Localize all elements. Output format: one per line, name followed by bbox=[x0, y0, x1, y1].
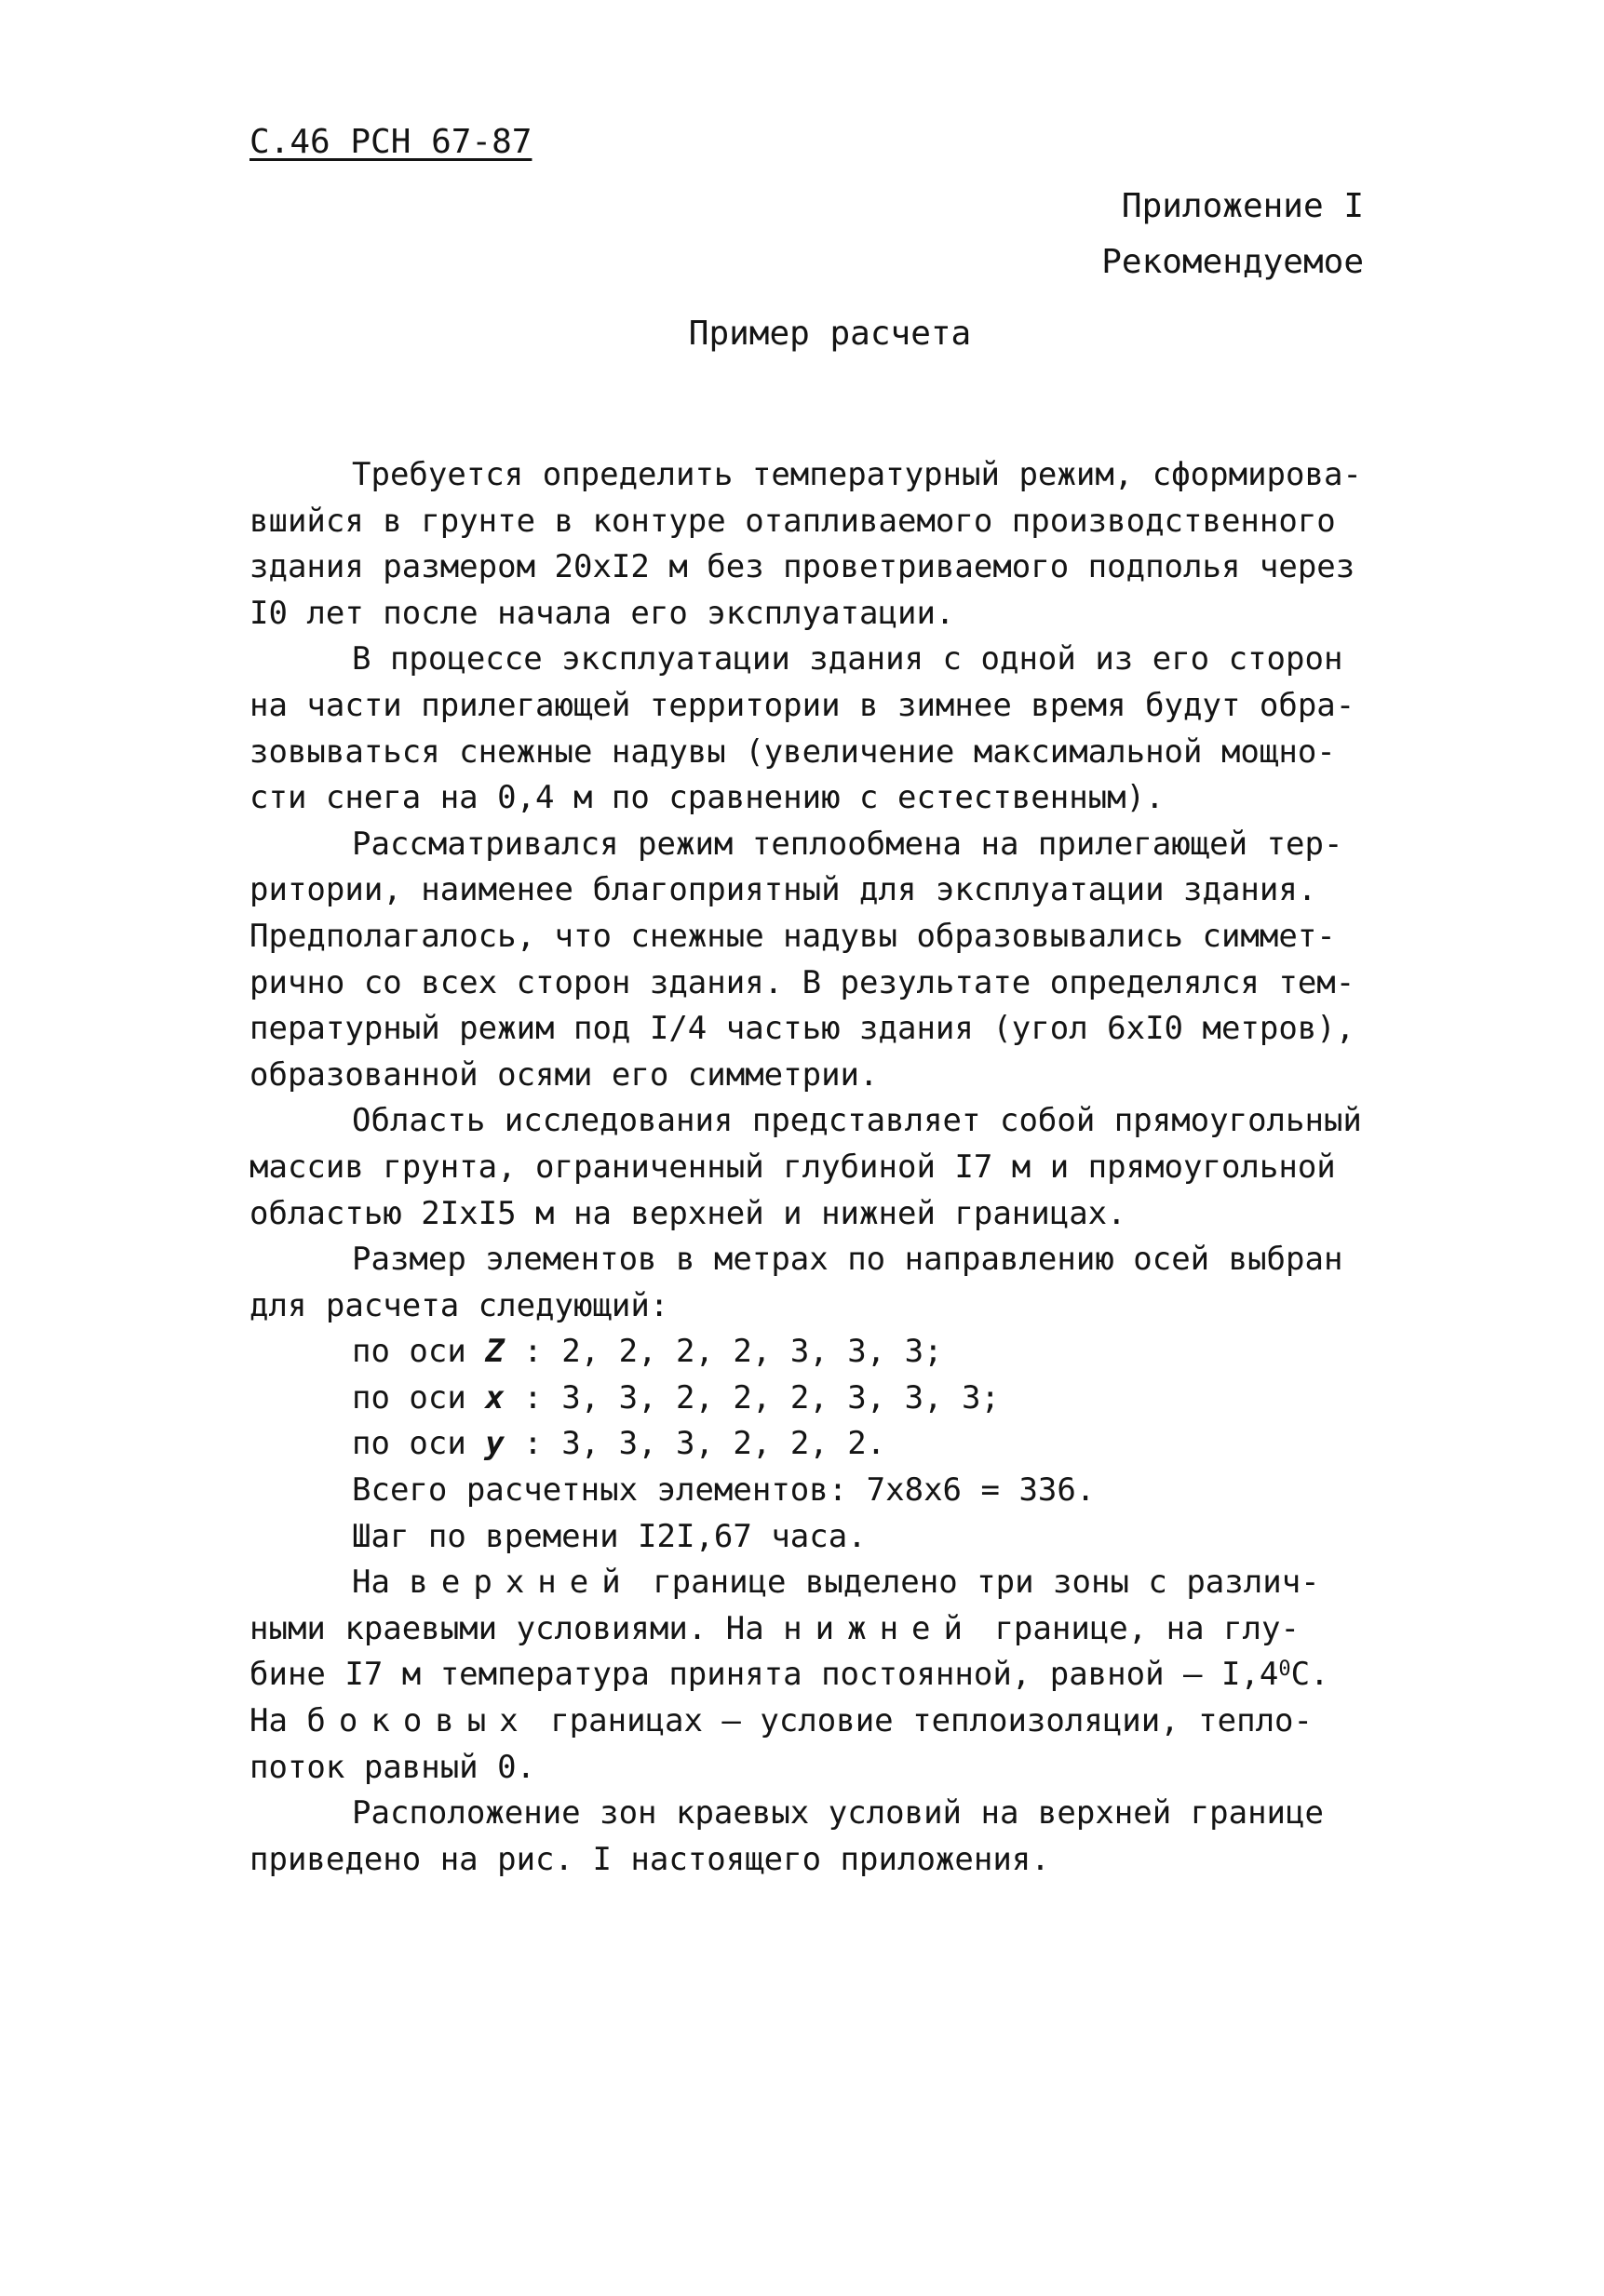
text-line: пературный режим под I/4 частью здания (угол 6хI0 метров), bbox=[249, 1010, 1355, 1048]
text-fragment: На bbox=[249, 1702, 307, 1740]
text-line bbox=[249, 1606, 1395, 1653]
text-fragment: ными краевыми условиями. На bbox=[249, 1609, 784, 1647]
text-line: ритории, наименее благоприятный для эксплуатации здания. bbox=[249, 871, 1317, 909]
text-fragment: границе выделено три зоны с различ- bbox=[633, 1564, 1320, 1602]
text-line: образованной осями его симметрии. bbox=[249, 1055, 879, 1094]
axis-y-values: : 3, 3, 3, 2, 2, 2. bbox=[504, 1425, 886, 1463]
spaced-word: боковых bbox=[306, 1702, 532, 1740]
text-line: Всего расчетных элементов: 7х8х6 = 336. bbox=[352, 1471, 1096, 1510]
appendix-status: Рекомендуемое bbox=[1101, 243, 1364, 281]
axis-z-symbol: Z bbox=[485, 1333, 505, 1371]
text-line: I0 лет после начала его эксплуатации. bbox=[249, 594, 955, 632]
text-line bbox=[249, 1560, 1395, 1606]
spaced-word: нижней bbox=[783, 1609, 976, 1647]
text-line: Размер элементов в метрах по направлению осей выбран bbox=[352, 1241, 1343, 1279]
text-line: поток равный 0. bbox=[249, 1748, 536, 1786]
axis-y-symbol: y bbox=[485, 1425, 505, 1463]
text-line: областью 2IхI5 м на верхней и нижней границах. bbox=[249, 1194, 1126, 1232]
degree-superscript: 0 bbox=[1278, 1658, 1291, 1682]
text-line: для расчета следующий: bbox=[249, 1286, 669, 1324]
text-line: Предполагалось, что снежные надувы образовывались симмет- bbox=[249, 917, 1336, 955]
axis-z-values: : 2, 2, 2, 2, 3, 3, 3; bbox=[504, 1333, 943, 1371]
text-line: Рассматривался режим теплообмена на прилегающей тер- bbox=[352, 825, 1343, 863]
page-title: Пример расчета bbox=[688, 315, 972, 353]
body-text bbox=[249, 452, 1395, 1883]
text-line: на части прилегающей территории в зимнее время будут обра- bbox=[249, 686, 1355, 724]
axis-prefix: по оси bbox=[352, 1378, 486, 1417]
text-line: рично со всех сторон здания. В результате определялся тем- bbox=[249, 963, 1355, 1001]
axis-x-values: : 3, 3, 2, 2, 2, 3, 3, 3; bbox=[504, 1378, 1000, 1417]
text-fragment: границе, на глу- bbox=[975, 1609, 1300, 1647]
text-line bbox=[249, 1699, 1395, 1745]
text-line: вшийся в грунте в контуре отапливаемого производственного bbox=[249, 502, 1336, 540]
text-line: зовываться снежные надувы (увеличение максимальной мощно- bbox=[249, 732, 1336, 771]
axis-prefix: по оси bbox=[352, 1333, 486, 1371]
axis-z-line bbox=[249, 1329, 1395, 1376]
text-line: приведено на рис. I настоящего приложения. bbox=[249, 1840, 1050, 1878]
text-fragment: границах – условие теплоизоляции, тепло- bbox=[531, 1702, 1313, 1740]
axis-x-symbol: x bbox=[485, 1378, 505, 1417]
appendix-number: Приложение I bbox=[1121, 187, 1364, 225]
text-line: Шаг по времени I2I,67 часа. bbox=[352, 1517, 867, 1555]
appendix-label bbox=[1101, 179, 1364, 290]
text-line: В процессе эксплуатации здания с одной из его сторон bbox=[352, 640, 1343, 678]
axis-y-line bbox=[249, 1421, 1395, 1468]
axis-x-line bbox=[249, 1376, 1395, 1422]
text-line: Требуется определить температурный режим, сформирова- bbox=[352, 456, 1362, 493]
text-line: сти снега на 0,4 м по сравнению с естественным). bbox=[249, 779, 1165, 817]
text-line: здания размером 20хI2 м без проветриваемого подполья через bbox=[249, 548, 1355, 586]
text-fragment: С. bbox=[1290, 1656, 1329, 1694]
text-line: Область исследования представляет собой прямоугольный bbox=[352, 1102, 1362, 1140]
text-line bbox=[249, 1652, 1395, 1699]
document-code: С.46 РСН 67-87 bbox=[249, 123, 532, 161]
text-line: массив грунта, ограниченный глубиной I7 м и прямоугольной bbox=[249, 1148, 1336, 1186]
text-fragment: На bbox=[352, 1564, 410, 1602]
spaced-word: верхней bbox=[409, 1564, 634, 1602]
text-fragment: бине I7 м температура принята постоянной, равной – I,4 bbox=[249, 1656, 1279, 1694]
axis-prefix: по оси bbox=[352, 1425, 486, 1463]
text-line: Расположение зон краевых условий на верхней границе bbox=[352, 1794, 1324, 1833]
